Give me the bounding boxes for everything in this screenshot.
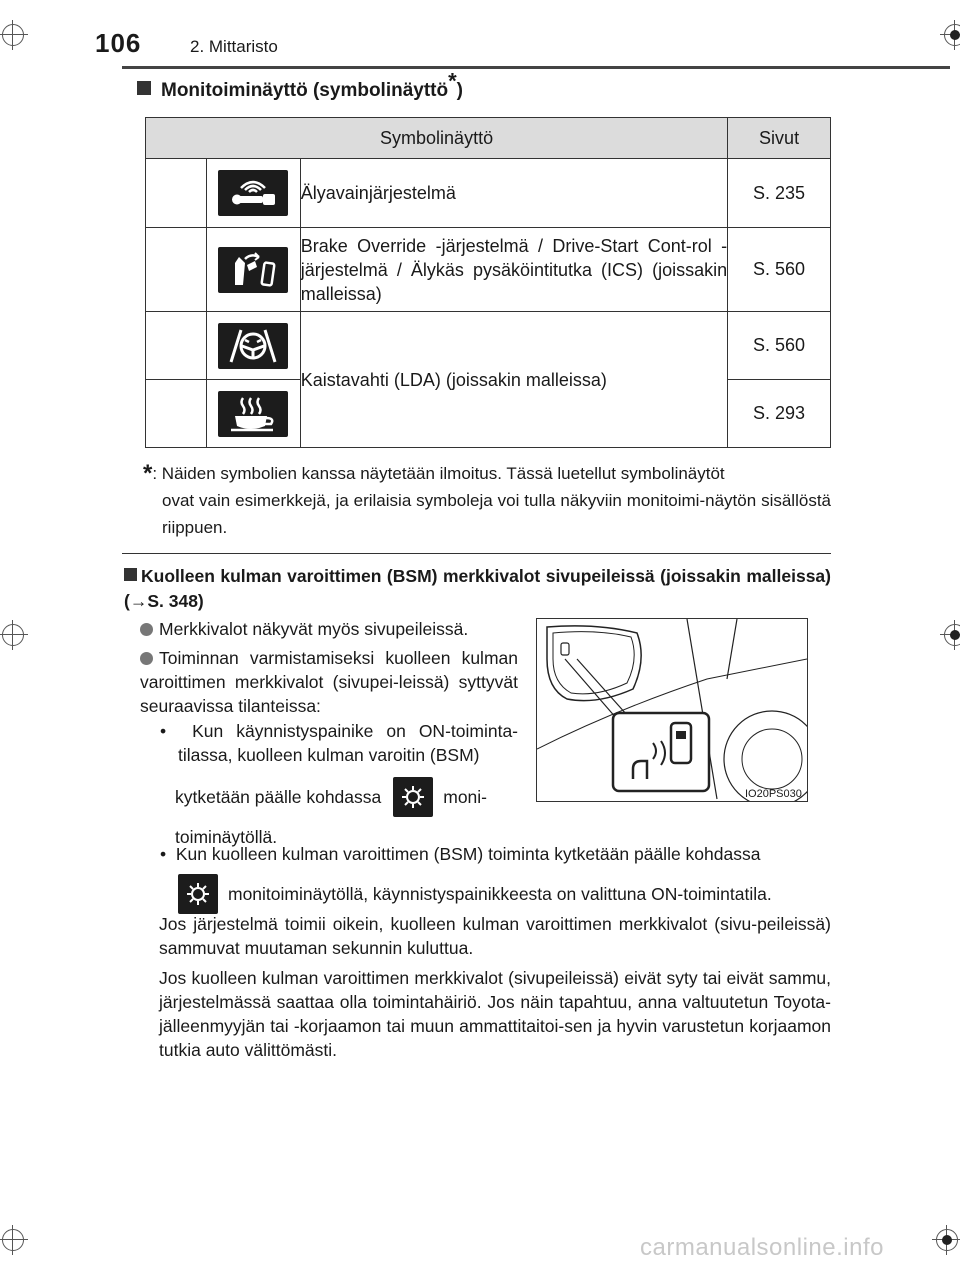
drive-start-control-icon <box>218 247 288 293</box>
crop-mark <box>0 20 28 50</box>
section-title: Monitoiminäyttö (symbolinäyttö*) <box>137 80 463 102</box>
list-item: Merkkivalot näkyvät myös sivupeileissä. <box>140 617 520 641</box>
coffee-cup-icon <box>218 391 288 437</box>
crop-mark <box>0 1225 28 1255</box>
table-header-row <box>146 118 831 159</box>
table-page-ref: S. 560 <box>728 312 831 380</box>
sub-list-item: • Kun kuolleen kulman varoittimen (BSM) toiminta kytketään päälle kohdassa monitoiminäytöllä, käynnistyspainikkeesta on valittuna ON-toimintatila. <box>160 842 831 916</box>
table-page-ref: S. 235 <box>728 159 831 228</box>
table-row <box>146 159 831 228</box>
watermark: carmanualsonline.info <box>640 1234 884 1261</box>
crop-mark <box>940 20 960 50</box>
symbol-table <box>145 117 831 448</box>
bullet-dot-icon <box>140 652 153 665</box>
table-page-ref: S. 560 <box>728 228 831 312</box>
bullet-dot-icon <box>140 623 153 636</box>
bsm-settings-icon <box>178 874 218 914</box>
header-rule <box>122 66 950 69</box>
sub-list-item: • Kun käynnistyspainike on ON-toiminta-tilassa, kuolleen kulman varoitin (BSM) kytketään päälle kohdassa moni- toiminäytöllä. <box>160 721 518 847</box>
section-title: Kuolleen kulman varoittimen (BSM) merkkivalot sivupeileissä (joissakin malleissa) (→S. 348) <box>124 566 831 611</box>
footnote-continuation: ovat vain esimerkkejä, ja erilaisia symboleja voi tulla näkyviin monitoimi-näytön sisällöstä riippuen. <box>162 491 831 537</box>
smart-key-icon <box>218 170 288 216</box>
side-mirror-illustration <box>536 618 808 802</box>
paragraph: Jos järjestelmä toimii oikein, kuolleen kulman varoittimen merkkivalot (sivu-peileissä) sammuvat muutaman sekunnin kuluttua. <box>159 914 831 958</box>
footnote: *: Näiden symbolien kanssa näytetään ilmoitus. Tässä luetellut symbolinäytöt ovat vain esimerkkejä, ja erilaisia symboleja voi tulla näkyviin monitoimi-näytön sisällöstä riippuen. <box>143 458 831 541</box>
crop-mark <box>0 620 28 650</box>
illustration-label: IO20PS030 <box>745 788 802 800</box>
table-row <box>146 312 831 380</box>
divider <box>122 553 831 554</box>
crop-mark <box>940 620 960 650</box>
bsm-settings-icon <box>393 777 433 817</box>
table-description: Brake Override -järjestelmä / Drive-Start Cont-rol -järjestelmä / Älykäs pysäköintitutka (ICS) (joissakin malleissa) <box>300 228 727 312</box>
list-item: Toiminnan varmistamiseksi kuolleen kulman varoittimen merkkivalot (sivupei-leissä) syttyvät seuraavissa tilanteissa: <box>140 648 518 716</box>
table-page-ref: S. 293 <box>728 380 831 448</box>
table-header-symbol: Symbolinäyttö <box>146 118 728 159</box>
crop-mark <box>932 1225 960 1255</box>
square-bullet-icon <box>137 81 151 95</box>
page-number: 106 <box>95 28 142 58</box>
table-description: Kaistavahti (LDA) (joissakin malleissa) <box>300 312 727 448</box>
table-description: Älyavainjärjestelmä <box>300 159 727 228</box>
square-bullet-icon <box>124 568 137 581</box>
table-row <box>146 228 831 312</box>
table-header-pages: Sivut <box>728 118 831 159</box>
lane-departure-steering-icon <box>218 323 288 369</box>
chapter-title: 2. Mittaristo <box>190 37 278 56</box>
paragraph: Jos kuolleen kulman varoittimen merkkivalot (sivupeileissä) eivät syty tai eivät sammu, järjestelmässä saattaa olla toimintahäiriö. Jos näin tapahtuu, anna valtuutetun Toyota-jälleenmyyjän tai -korjaamon tai muun ammattitaitoi-sen ja hyvin varustetun korjaamon tutkia auto välittömästi. <box>159 968 831 1060</box>
